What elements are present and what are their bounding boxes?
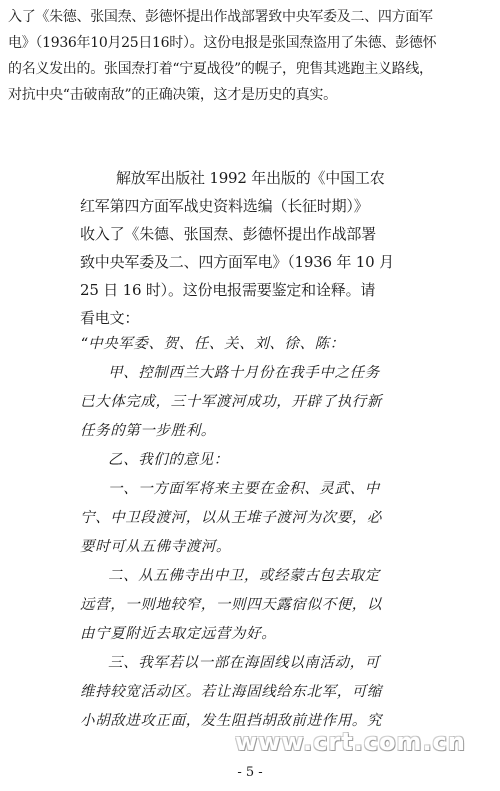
telegram-line: 二、从五佛寺出中卫，或经蒙古包去取定 bbox=[108, 568, 380, 584]
text-line: 对抗中央“击破南敌”的正确决策，这才是历史的真实。 bbox=[8, 87, 337, 103]
watermark: www.crt.com.cn bbox=[235, 728, 466, 756]
telegram-line: 乙、我们的意见： bbox=[108, 452, 229, 468]
telegram-line: 远营，一则地较窄，一则四天露宿似不便，以 bbox=[80, 597, 382, 613]
telegram-line: 宁、中卫段渡河，以从王堆子渡河为次要，必 bbox=[80, 510, 382, 526]
text-line: 致中央军委及二、四方面军电》（1936 年 10 月 bbox=[80, 253, 394, 271]
text-line: 电》（1936年10月25日16时）。这份电报是张国焘盗用了朱德、彭德怀 bbox=[8, 35, 437, 51]
telegram-line: 任务的第一步胜利。 bbox=[80, 423, 216, 439]
text-line: 入了《朱德、张国焘、彭德怀提出作战部署致中央军委及二、四方面军 bbox=[8, 9, 433, 25]
telegram-line: 要时可从五佛寺渡河。 bbox=[80, 539, 231, 555]
page-number: - 5 - bbox=[237, 765, 263, 780]
text-line: 解放军出版社 1992 年出版的《中国工农 bbox=[116, 169, 385, 187]
telegram-line: 由宁夏附近去取定远营为好。 bbox=[80, 626, 277, 642]
text-line: 红军第四方面军战史资料选编（长征时期）》 bbox=[80, 197, 369, 215]
telegram-line: 甲、控制西兰大路十月份在我手中之任务 bbox=[108, 365, 380, 381]
telegram-line: 一、一方面军将来主要在金积、灵武、中 bbox=[108, 481, 380, 497]
text-line: 看电文： bbox=[80, 309, 140, 327]
telegram-line: 三、我军若以一部在海固线以南活动，可 bbox=[108, 655, 380, 671]
telegram-text bbox=[80, 330, 490, 736]
text-line: 的名义发出的。张国焘打着“宁夏战役”的幌子，兜售其逃跑主义路线， bbox=[8, 61, 433, 77]
text-line: 25 日 16 时）。这份电报需要鉴定和诠释。请 bbox=[80, 281, 376, 299]
telegram-line: “中央军委、贺、任、关、刘、徐、陈： bbox=[80, 336, 345, 352]
telegram-line: 维持较宽活动区。若让海固线给东北军，可缩 bbox=[80, 684, 382, 700]
main-paragraph bbox=[80, 164, 490, 332]
top-paragraph bbox=[8, 4, 490, 108]
telegram-line: 已大体完成，三十军渡河成功，开辟了执行新 bbox=[80, 394, 382, 410]
telegram-line: 小胡敌进攻正面，发生阻挡胡敌前进作用。究 bbox=[80, 713, 382, 729]
text-line: 收入了《朱德、张国焘、彭德怀提出作战部署 bbox=[80, 225, 377, 243]
